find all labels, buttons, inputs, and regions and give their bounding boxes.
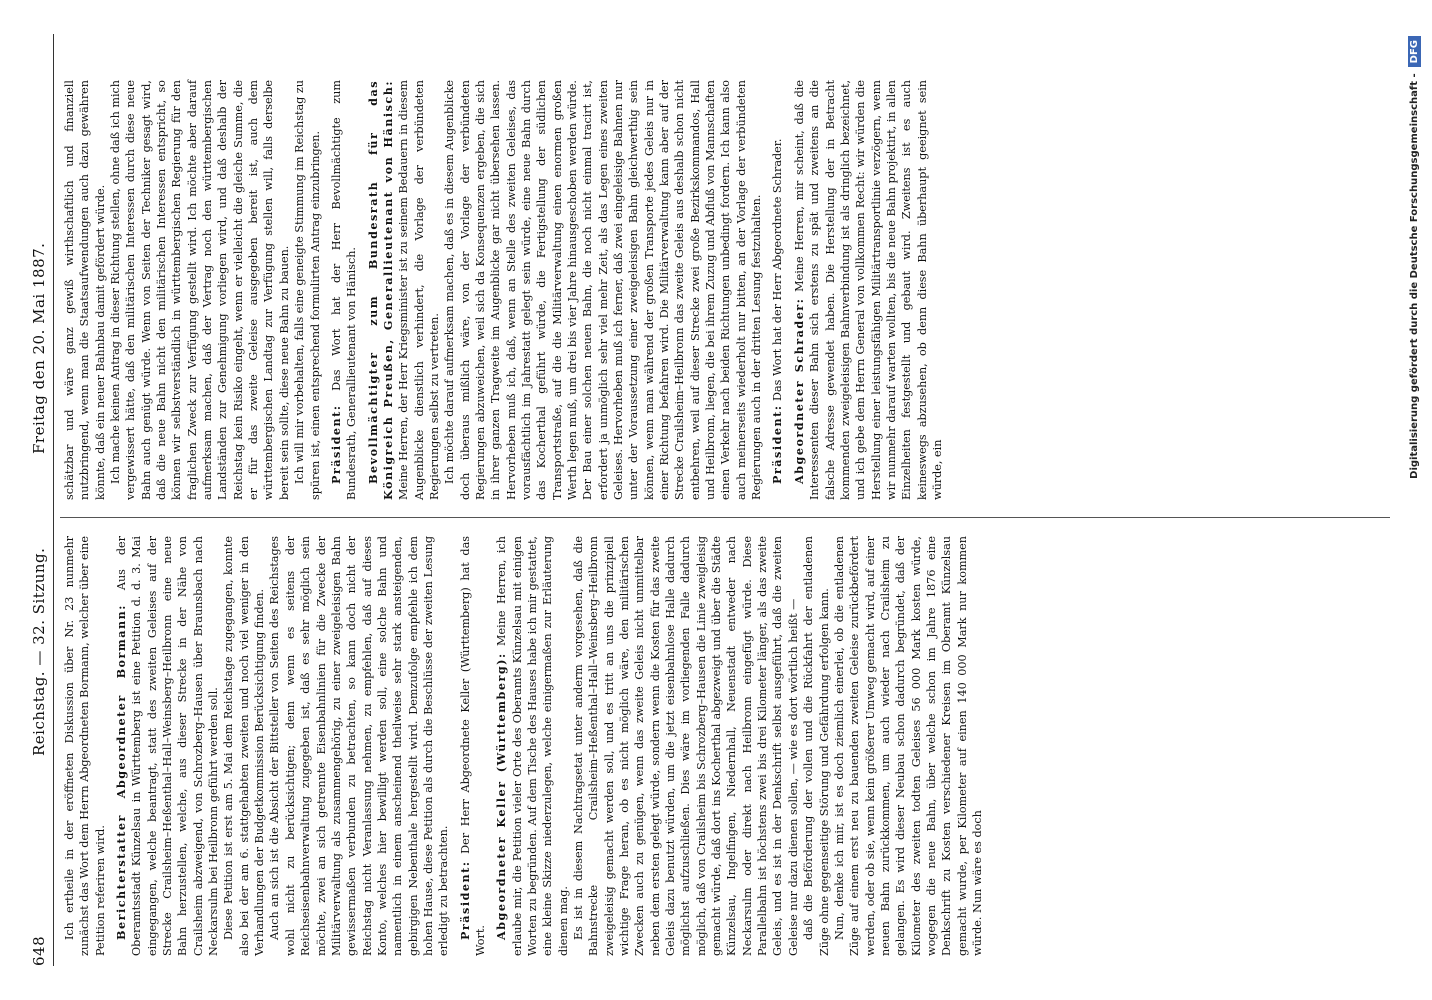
paragraph	[458, 536, 489, 956]
dfg-logo: DFG	[1408, 36, 1421, 67]
paragraph: Ich ertheile in der eröffneten Diskussion über Nr. 23 nunmehr zunächst das Wort dem Herrn Abgeordneten Bormann, welcher über eine Petition referiren wird.	[63, 536, 107, 956]
paragraph	[494, 536, 571, 956]
speech-text: Meine Herren, der Herr Kriegsminister ist zu seinem Bedauern in diesem Augenblicke dienstlich verhindert, die Vorlage der verbündeten Regierungen selbst zu vertreten.	[397, 80, 441, 500]
credit-text: Digitalisierung gefördert durch die Deutsche Forschungsgemeinschaft -	[1409, 73, 1420, 479]
speaker-label: Bevollmächtigter zum Bundesrath für das Königreich Preußen, Generallieutenant von Hänisch:	[365, 80, 395, 500]
paragraph: Auch an sich ist die Absicht der Bittsteller von Seiten des Reichstages wohl nicht zu berücksichtigen; denn wenn es seitens der Reichseisenbahnverwaltung zugegeben ist, daß es sehr möglich sein möchte, zwei an sich getrennte Eisenbahnlinien für die Zwecke der Militärverwaltung als zusammengehörig, zu einer zweigeleisigen Bahn gewissermaßen verbunden zu betrachten, so kann doch nicht der Reichstag nicht Veranlassung nehmen, zu empfehlen, daß auf dieses Konto, welches hier bewilligt werden soll, eine solche Bahn und namentlich in einem anscheinend theilweise sehr stark ansteigenden, gebirgigen Nebenthale hergestellt wird. Demzufolge empfehle ich dem hohen Hause, diese Petition als durch die Beschlüsse der zweiten Lesung erledigt zu betrachten.	[268, 536, 451, 956]
session-title: Reichstag. — 32. Sitzung.	[30, 547, 48, 756]
page-number: 648	[30, 935, 48, 966]
digitization-credit	[1408, 0, 1428, 1000]
speech-text: Das Wort hat der Herr Bevollmächtigte zum Bundesrath, Generallieutenant von Hänisch.	[329, 80, 359, 500]
quotation: daß die Beförderung der vollen und die Rückfahrt der entladenen Züge ohne gegenseitige Störung und Gefährdung erfolgen kann.	[802, 536, 831, 956]
paragraph: Diese Petition ist erst am 5. Mai dem Reichstage zugegangen, konnte also bei der am 6. stattgehabten zweiten und noch viel weniger in den Verhandlungen der Budgetkommission Berücksichtigung finden.	[222, 536, 267, 956]
left-column	[62, 536, 985, 956]
page-header	[30, 34, 50, 966]
speaker-label: Abgeordneter Keller (Württemberg):	[494, 652, 509, 940]
speech-text: Das Wort hat der Herr Abgeordnete Schrader.	[771, 138, 785, 401]
paragraph	[329, 80, 360, 500]
paragraph: Nun, denke ich mir, ist es doch ziemlich einerlei, ob die entladenen Züge auf einem erst neu zu bauenden zweiten Geleise zurückbefördert werden, oder ob sie, wenn kein größerer Umweg gemacht wird, auf einer neuen Bahn zurückkommen, um auch wieder nach Crailsheim zu gelangen. Es wird dieser Neubau schon dadurch begründet, daß der Kilometer des zweiten todten Geleises 56 000 Mark kosten würde, wogegen die neue Bahn, über welche schon im Jahre 1876 eine Denkschrift zu Kosten verschiedener Kreisen im Oberamt Künzelsau gemacht wurde, per Kilometer auf einen 140 000 Mark nur kommen würde. Nun wäre es doch	[832, 536, 984, 956]
speech-text: Meine Herren, mir scheint, daß die Interessenten dieser Bahn sich erstens zu spät und zweitens an die falsche Adresse gewendet haben. Die Herstellung der in Betracht kommenden zweigeleisigen Bahnverbindung ist als dringlich bezeichnet, und ich gebe dem Herrn General von vollkommen Recht: wir würden die Herstellung einer leistungsfähigen Militärtransportlinie verzögern, wenn wir nunmehr darauf warten wollten, bis die neue Bahn projektirt, in allen Einzelheiten festgestellt und gebaut wird. Zweitens ist es auch keineswegs abzusehen, ob denn diese Bahn überhaupt geeignet sein würde, ein	[792, 80, 944, 500]
paragraph: Ich mache keinen Antrag in dieser Richtung stellen, ohne daß ich mich vergewissert hätte, daß den militärischen Interessen durch diese neue Bahn auch genügt würde. Wenn von Seiten der Techniker gesagt wird, daß die neue Bahn nicht den militärischen Interessen entspricht, so können wir selbstverständlich in württembergischen Regierung für den fraglichen Zweck zur Verfügung gestellt wird. Ich möchte aber darauf aufmerksam machen, daß der Vertrag noch den württembergischen Landständen zur Genehmigung vorliegen wird, und daß deshalb der Reichstag kein Risiko eingeht, wenn er vielleicht die gleiche Summe, die er für das zweite Geleise ausgegeben bereit ist, auch dem württembergischen Landtag zur Verfügung stellen will, falls derselbe bereit sein sollte, diese neue Bahn zu bauen.	[109, 80, 291, 500]
column-divider	[60, 517, 1390, 518]
speaker-label: Berichterstatter Abgeordneter Bormann:	[114, 604, 129, 940]
right-column	[62, 80, 945, 500]
speaker-label: Präsident:	[457, 860, 472, 940]
paragraph	[114, 536, 221, 956]
paragraph: Es ist in diesem Nachtragsetat unter anderm vorgesehen, daß die Bahnstrecke Crailsheim–Heßenthal–Hall–Weinsberg–Heilbronn zweigeleisig gemacht werden soll, und es tritt an uns die prinzipiell wichtige Frage heran, ob es nicht möglich wäre, den militärischen Zwecken auch zu genügen, wenn das zweite Geleis nicht unmittelbar neben dem ersten gelegt würde, sondern wenn die Kosten für das zweite Geleis dazu benutzt würden, um die jetzt eisenbahnlose Halle dadurch möglichst aufzuschließen. Dies wäre im vorliegenden Falle dadurch möglich, daß von Crailsheim bis Schrozberg–Hausen die Linie zweigleisig gemacht würde, daß dort ins Kocherthal abgezweigt und über die Städte Künzelsau, Ingelfingen, Niedernhall, Neuenstadt entweder nach Neckarsulm oder direkt nach Heilbronn eingefügt würde. Diese Parallelbahn ist höchstens zwei bis drei Kilometer länger, als das zweite Geleis, und es ist in der Denkschrift selbst ausgeführt, daß die zweiten Geleise nur dazu dienen sollen, — wie es dort wörtlich heißt —	[572, 536, 800, 956]
paragraph	[366, 80, 443, 500]
speaker-label: Abgeordneter Schrader:	[791, 297, 806, 484]
paragraph	[770, 80, 785, 500]
paragraph: Ich möchte darauf aufmerksam machen, daß es in diesem Augenblicke doch überaus mißlich wäre, von der Vorlage der verbündeten Regierungen abzuweichen, weil sich da Konsequenzen ergeben, die sich in ihrer ganzen Tragweite im Augenblicke gar nicht übersehen lassen. Hervorheben muß ich, daß, wenn an Stelle des zweiten Geleises, das vorausfächtlich im Jahrestatt gelegt sein würde, eine neue Bahn durch das Kocherthal geführt würde, die Fertigstellung der südlichen Transportstraße, auf die die Militärverwaltung einen enormen großen Werth legen muß, um drei bis vier Jahre hinausgeschoben werden würde. Der Bau einer solchen neuen Bahn, die noch nicht einmal tracirt ist, erfordert ja unmöglich sehr viel mehr Zeit, als das Legen eines zweiten Geleises. Hervorheben muß ich ferner, daß zwei eingeleisige Bahnen nur unter der Voraussetzung einer zweigeleisigen Bahn gleichwerthig sein können, wenn man während der großen Transporte jedes Geleis nur in einer Richtung befahren wird. Die Militärverwaltung kann aber auf der Strecke Crailsheim–Heilbronn das zweite Geleis aus deshalb schon nicht entbehren, weil auf dieser Strecke zwei große Bezirkskommandos, Hall und Heilbronn, liegen, die bei ihrem Zuzug und Abfluß von Mannschaften einen Verkehr nach beiden Richtungen unbedingt fordern. Ich kann also auch meinerseits wiederholt nur bitten, an der Vorlage der verbündeten Regierungen auch in der dritten Lesung festzuhalten.	[443, 80, 764, 500]
speech-text: Aus der Oberamtsstadt Künzelsau in Württemberg ist eine Petition d. d. 3. Mai eingegangen, welche beantragt, statt des zweiten Geleises auf der Strecke Crailsheim–Heßenthal–Hall–Weinsberg–Heilbronn eine neue Bahn herzustellen, welche, aus dieser Strecke in der Nähe von Crailsheim abzweigend, von Schrozberg–Hausen über Braunsbach nach Neckarsulm bei Heilbronn geführt werden soll.	[115, 535, 221, 956]
header-rule	[53, 34, 54, 966]
session-date: Freitag den 20. Mai 1887.	[30, 242, 48, 454]
speaker-label: Präsident:	[328, 404, 343, 484]
speaker-label: Präsident:	[770, 404, 785, 484]
speech-text: Der Herr Abgeordnete Keller (Württemberg) hat das Wort.	[458, 536, 487, 956]
paragraph	[792, 80, 945, 500]
paragraph: Ich will mir vorbehalten, falls eine geneigte Stimmung im Reichstag zu spüren ist, einen entsprechend formulirten Antrag einzubringen.	[293, 80, 322, 500]
paragraph: schätzbar und wäre ganz gewiß wirthschaftlich und finanziell nutzbringend, wenn man die Staatsaufwendungen auch dazu gewähren könnte, daß ein neuer Bahnbau damit gefördert würde.	[63, 80, 107, 500]
speech-text: Meine Herren, ich erlaube mir, die Petition vieler Orte des Oberamts Künzelsau mit einigen Worten zu begründen. Auf dem Tische des Hauses habe ich mir gestattet, eine kleine Skizze niederzulegen, welche einigermaßen zur Erläuterung dienen mag.	[495, 536, 570, 956]
